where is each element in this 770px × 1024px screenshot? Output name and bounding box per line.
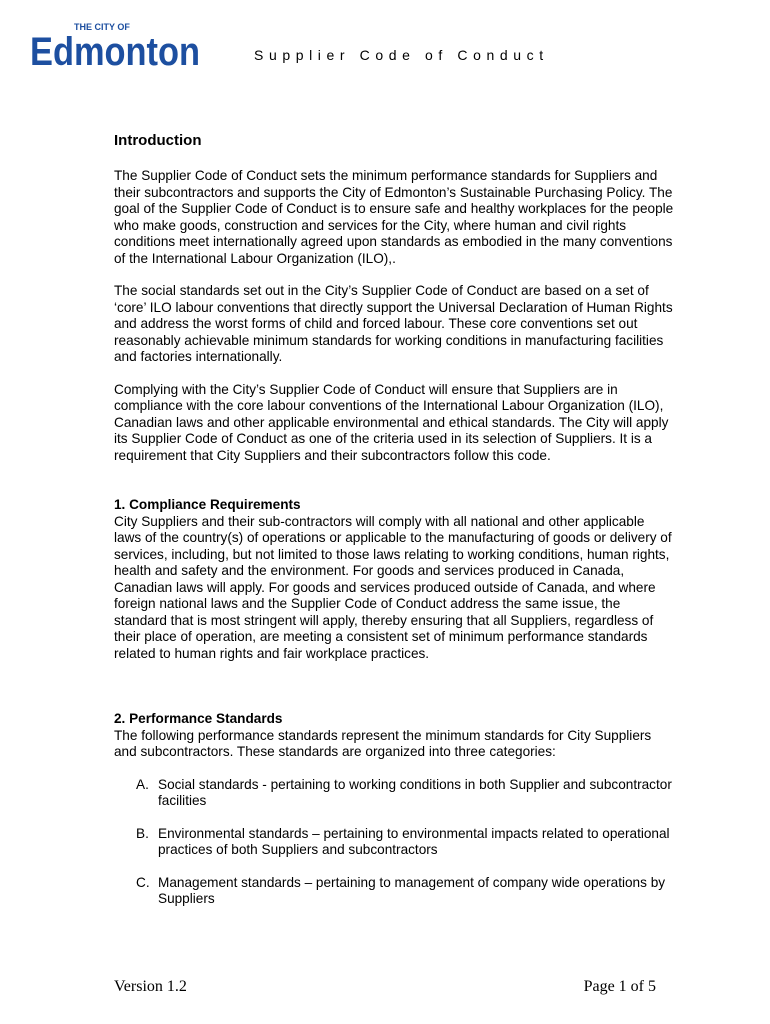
list-item-letter: A. [136, 776, 149, 792]
list-item-letter: C. [136, 874, 150, 890]
list-item-text: Management standards – pertaining to management of company wide operations by Suppliers [158, 874, 666, 906]
logo-small-text: THE CITY OF [74, 22, 130, 32]
intro-paragraph-3: Complying with the City’s Supplier Code of Conduct will ensure that Suppliers are in compliance with the core labour conventions of the International Labour Organization (ILO), Canadian laws and other applicable environmental and ethical standards. The City will apply its Supplier Code of Conduct as one of the criteria used in its selection of Suppliers. It is a requirement that City Suppliers and their subcontractors follow this code. [114, 381, 669, 463]
footer-page-number: Page 1 of 5 [583, 978, 656, 995]
section-2-body: The following performance standards represent the minimum standards for City Suppliers and subcontractors. These standards are organized into three categories: [114, 727, 652, 759]
list-item-text: Environmental standards – pertaining to environmental impacts related to operational practices of both Suppliers and subcontractors [158, 825, 670, 857]
introduction-heading: Introduction [114, 132, 202, 149]
footer-version: Version 1.2 [114, 978, 187, 995]
standards-list [136, 777, 674, 908]
city-of-edmonton-logo [28, 20, 203, 74]
list-item [136, 875, 674, 908]
section-2-heading: 2. Performance Standards [114, 711, 283, 726]
document-title: Supplier Code of Conduct [254, 47, 549, 63]
edmonton-logo-graphic [28, 20, 203, 74]
intro-paragraph-2: The social standards set out in the City’s Supplier Code of Conduct are based on a set of ‘core’ ILO labour conventions that directly support the Universal Declaration of Human Rights and address the worst forms of child and forced labour. These core conventions set out reasonably achievable minimum standards for working conditions in manufacturing facilities and factories internationally. [114, 283, 673, 364]
list-item-text: Social standards - pertaining to working conditions in both Supplier and subcontractor facilities [158, 776, 672, 808]
logo-wordmark: Edmonton [30, 30, 200, 74]
section-1-heading: 1. Compliance Requirements [114, 497, 301, 512]
document-body [114, 131, 674, 924]
list-item-letter: B. [136, 825, 149, 841]
intro-paragraph-1: The Supplier Code of Conduct sets the minimum performance standards for Suppliers and their subcontractors and supports the City of Edmonton’s Sustainable Purchasing Policy. The goal of the Supplier Code of Conduct is to ensure safe and healthy workplaces for the people who make goods, construction and services for the City, where human and civil rights conditions meet internationally agreed upon standards as embodied in the many conventions of the International Labour Organization (ILO),. [114, 168, 674, 266]
list-item [136, 777, 674, 810]
section-1-body: City Suppliers and their sub-contractors will comply with all national and other applicable laws of the country(s) of operations or applicable to the manufacturing of goods or delivery of services, including, but not limited to those laws relating to working conditions, human rights, health and safety and the environment. For goods and services produced in Canada, Canadian laws will apply. For goods and services produced outside of Canada, and where foreign national laws and the Supplier Code of Conduct address the same issue, the standard that is most stringent will apply, thereby ensuring that all Suppliers, regardless of their place of operation, are meeting a consistent set of minimum performance standards related to human rights and fair workplace practices. [114, 513, 672, 661]
list-item [136, 826, 674, 859]
